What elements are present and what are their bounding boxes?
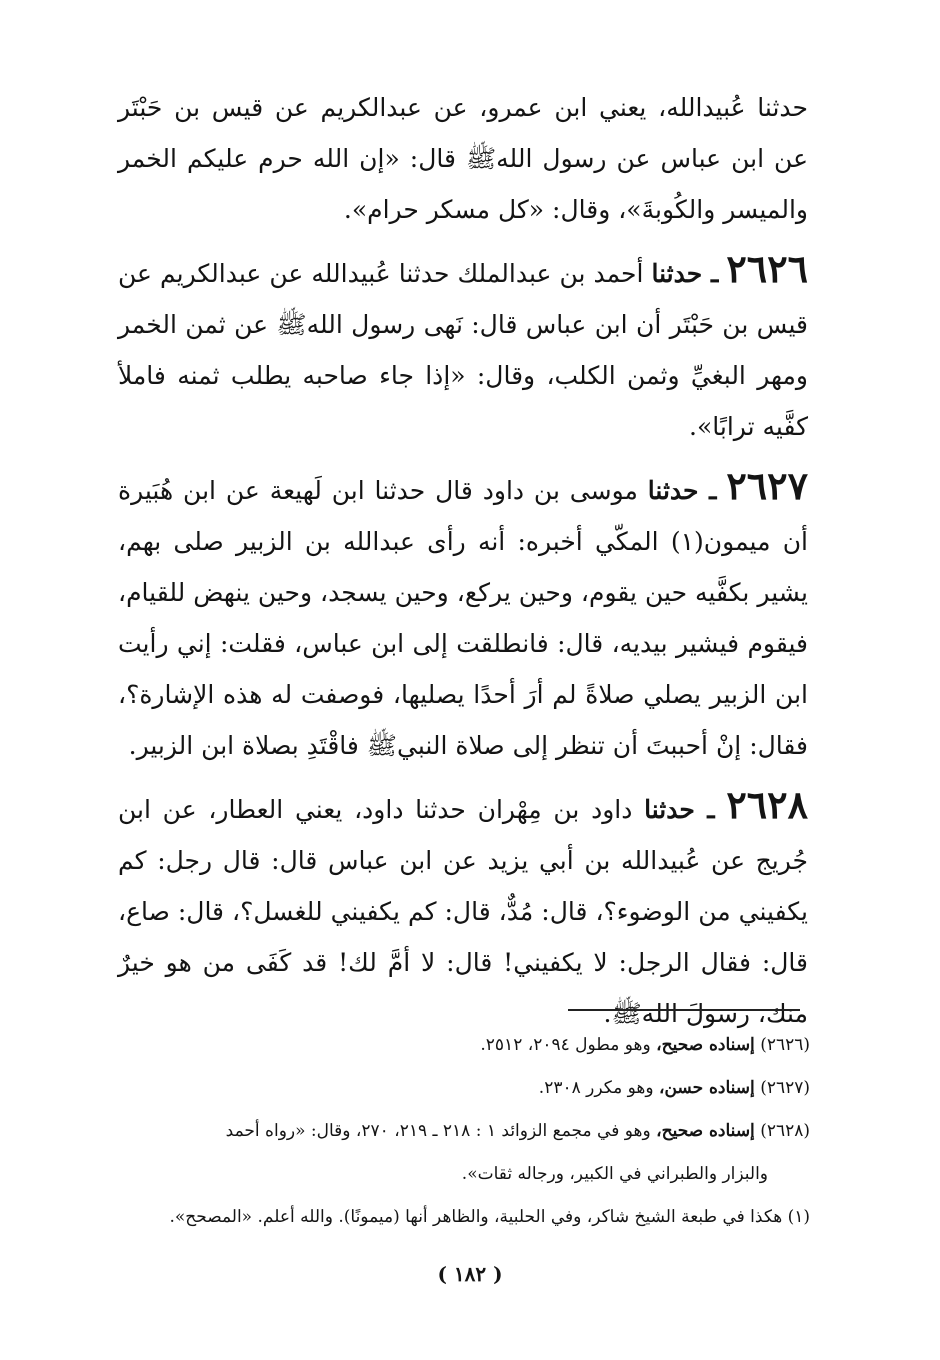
hadith-dash: ـ bbox=[698, 476, 717, 505]
footnote-number: (٢٦٢٨) bbox=[760, 1121, 810, 1141]
footnote-text: هكذا في طبعة الشيخ شاكر، وفي الحلبية، والظاهر أنها (ميمونًا). والله أعلم. «المصحح». bbox=[169, 1207, 783, 1227]
hadith-text: أحمد بن عبدالملك حدثنا عُبيدالله عن عبدالكريم عن قيس بن حَبْتَر أن ابن عباس قال: نَهى رسول اللهﷺ عن ثمن الخمر ومهر البغيِّ وثمن الكلب، وقال: «إذا جاء صاحبه يطلب ثمنه فاملأ كفَّيه ترابًا». bbox=[118, 259, 808, 441]
hadith-lead: حدثنا bbox=[647, 476, 699, 505]
footnote-2628-continuation bbox=[106, 1153, 810, 1196]
footnote-2628 bbox=[106, 1110, 810, 1153]
hadith-2626 bbox=[118, 243, 808, 452]
hadith-number: ٢٦٢٧ bbox=[726, 463, 808, 508]
hadith-text: موسى بن داود قال حدثنا ابن لَهيعة عن ابن هُبَيرة أن ميمون(١) المكّي أخبره: أنه رأى عبدالله بن الزبير صلى بهم، يشير بكفَّيه حين يقوم، وحين يركع، وحين يسجد، وحين ينهض للقيام، فيقوم فيشير بيديه، قال: فانطلقت إلى ابن عباس، فقلت: إني رأيت ابن الزبير يصلي صلاةً لم أرَ أحدًا يصليها، فوصفت له هذه الإشارة؟، فقال: إنْ أحببتَ أن تنظر إلى صلاة النبيﷺ فاقْتَدِ بصلاة ابن الزبير. bbox=[118, 476, 808, 760]
main-text bbox=[118, 82, 808, 1039]
footnote-2627 bbox=[106, 1067, 810, 1110]
footnote-grade: إسناده صحيح، bbox=[656, 1035, 755, 1055]
hadith-lead: حدثنا bbox=[651, 259, 703, 288]
footnote-2626 bbox=[106, 1024, 810, 1067]
hadith-continuation bbox=[118, 82, 808, 235]
hadith-text: حدثنا عُبيدالله، يعني ابن عمرو، عن عبدالكريم عن قيس بن حَبْتَر عن ابن عباس عن رسول اللهﷺ قال: «إن الله حرم عليكم الخمر والميسر والكُوبةَ»، وقال: «كل مسكر حرام». bbox=[118, 93, 808, 224]
hadith-text: داود بن مِهْران حدثنا داود، يعني العطار، عن ابن جُريج عن عُبيدالله بن أبي يزيد عن ابن عباس قال: قال رجل: كم يكفيني من الوضوء؟، قال: مُدٌّ، قال: كم يكفيني للغسل؟، قال: صاع، قال: فقال الرجل: لا يكفيني! قال: لا أمَّ لك! قد كَفَى من هو خيرٌ منك، رسولَ اللهﷺ. bbox=[118, 795, 808, 1028]
footnote-text: والبزار والطبراني في الكبير، ورجاله ثقات». bbox=[461, 1164, 768, 1184]
footnote-text: وهو في مجمع الزوائد ١ : ٢١٨ ـ ٢١٩، ٢٧٠، وقال: «رواه أحمد bbox=[225, 1121, 651, 1141]
footnote-text: وهو مطول ٢٠٩٤، ٢٥١٢. bbox=[480, 1035, 651, 1055]
footnote-text: وهو مكرر ٢٣٠٨. bbox=[538, 1078, 654, 1098]
hadith-2628 bbox=[118, 779, 808, 1039]
hadith-2627 bbox=[118, 460, 808, 771]
hadith-dash: ـ bbox=[702, 259, 719, 288]
page-number: ( ١٨٢ ) bbox=[437, 1262, 503, 1286]
footnote-number: (٢٦٢٧) bbox=[760, 1078, 810, 1098]
hadith-lead: حدثنا bbox=[644, 795, 695, 824]
footnote-grade: إسناده حسن، bbox=[659, 1078, 755, 1098]
hadith-number: ٢٦٢٨ bbox=[726, 782, 808, 827]
hadith-number: ٢٦٢٦ bbox=[726, 246, 809, 291]
footnote-number: (١) bbox=[787, 1207, 810, 1227]
footnote-number: (٢٦٢٦) bbox=[760, 1035, 810, 1055]
footnote-1 bbox=[106, 1196, 810, 1239]
footnotes bbox=[106, 1024, 810, 1239]
hadith-dash: ـ bbox=[694, 795, 715, 824]
footnote-divider bbox=[568, 1009, 800, 1011]
footnote-grade: إسناده صحيح، bbox=[656, 1121, 755, 1141]
